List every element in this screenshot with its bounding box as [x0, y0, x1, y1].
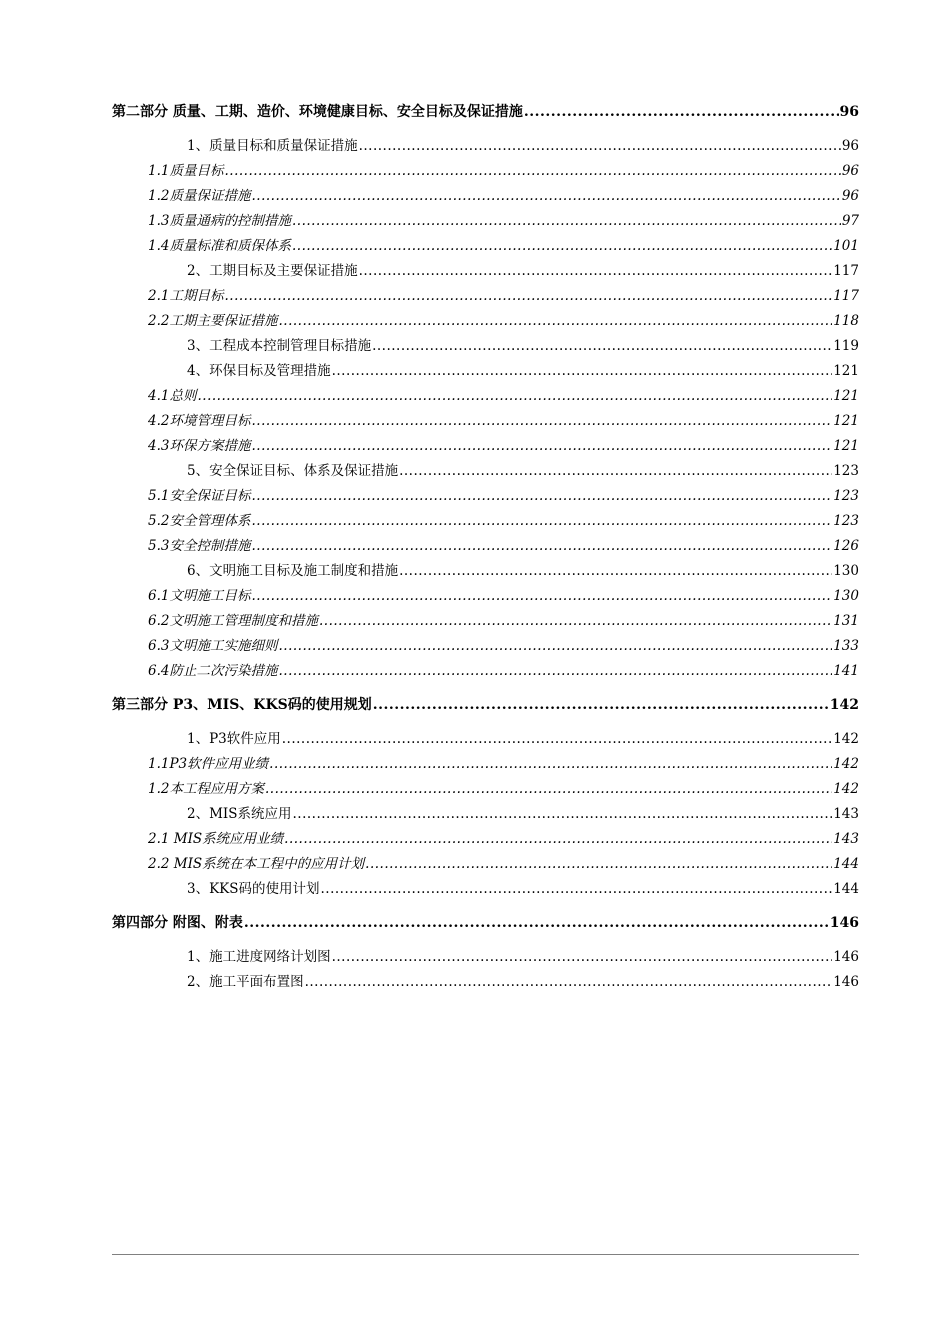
toc-title: 1.2质量保证措施 [148, 188, 251, 204]
toc-page: 142 [833, 731, 859, 747]
toc-page: 146 [833, 974, 859, 990]
leader-dots [284, 827, 832, 852]
toc-subsection-entry[interactable] [112, 659, 859, 684]
toc-part-heading[interactable] [112, 911, 859, 936]
leader-dots [372, 334, 832, 359]
leader-dots [365, 852, 832, 877]
leader-dots [305, 970, 833, 995]
toc-section-entry[interactable] [112, 259, 859, 284]
toc-section-entry[interactable] [112, 559, 859, 584]
toc-title: 3、KKS码的使用计划 [187, 881, 320, 897]
toc-page: 130 [833, 563, 859, 579]
leader-dots [292, 209, 841, 234]
toc-title: 6.4防止二次污染措施 [148, 663, 278, 679]
toc-subsection-entry[interactable] [112, 534, 859, 559]
toc-part-heading[interactable] [112, 693, 859, 718]
toc-title: 1、施工进度网络计划图 [187, 949, 331, 965]
leader-dots [524, 100, 839, 125]
table-of-contents [112, 100, 859, 995]
leader-dots [251, 584, 832, 609]
toc-subsection-entry[interactable] [112, 509, 859, 534]
toc-title: 1.2本工程应用方案 [148, 781, 264, 797]
toc-page: 121 [833, 363, 859, 379]
leader-dots [399, 559, 832, 584]
toc-page: 144 [833, 856, 859, 872]
toc-title: 4、环保目标及管理措施 [187, 363, 331, 379]
leader-dots [197, 384, 832, 409]
toc-page: 96 [841, 188, 859, 204]
toc-section-entry[interactable] [112, 459, 859, 484]
leader-dots [244, 911, 829, 936]
toc-section-entry[interactable] [112, 727, 859, 752]
toc-title: 6.1文明施工目标 [148, 588, 251, 604]
toc-subsection-entry[interactable] [112, 852, 859, 877]
toc-title: 第三部分 P3、MIS、KKS码的使用规划 [112, 697, 372, 713]
leader-dots [269, 752, 832, 777]
footer-rule [112, 1254, 859, 1255]
toc-title: 6.3文明施工实施细则 [148, 638, 278, 654]
toc-page: 119 [833, 338, 859, 354]
toc-subsection-entry[interactable] [112, 827, 859, 852]
toc-page: 123 [833, 488, 859, 504]
toc-subsection-entry[interactable] [112, 752, 859, 777]
toc-title: 第二部分 质量、工期、造价、环境健康目标、安全目标及保证措施 [112, 104, 523, 120]
toc-subsection-entry[interactable] [112, 609, 859, 634]
toc-subsection-entry[interactable] [112, 284, 859, 309]
toc-title: 2、工期目标及主要保证措施 [187, 263, 358, 279]
toc-title: 1.1质量目标 [148, 163, 224, 179]
toc-page: 126 [833, 538, 859, 554]
toc-section-entry[interactable] [112, 134, 859, 159]
toc-page: 142 [829, 697, 859, 713]
toc-title: 3、工程成本控制管理目标措施 [187, 338, 372, 354]
toc-page: 118 [833, 313, 859, 329]
leader-dots [359, 134, 841, 159]
toc-title: 1.4质量标准和质保体系 [148, 238, 291, 254]
toc-page: 146 [829, 915, 859, 931]
toc-subsection-entry[interactable] [112, 777, 859, 802]
toc-section-entry[interactable] [112, 877, 859, 902]
leader-dots [251, 509, 832, 534]
toc-page: 133 [833, 638, 859, 654]
toc-title: 5.2安全管理体系 [148, 513, 251, 529]
leader-dots [251, 484, 832, 509]
toc-page: 144 [833, 881, 859, 897]
leader-dots [265, 777, 832, 802]
toc-title: 2.1 MIS系统应用业绩 [148, 831, 284, 847]
toc-subsection-entry[interactable] [112, 384, 859, 409]
leader-dots [292, 234, 832, 259]
leader-dots [251, 534, 832, 559]
leader-dots [359, 259, 833, 284]
toc-subsection-entry[interactable] [112, 484, 859, 509]
leader-dots [332, 945, 833, 970]
toc-title: 5、安全保证目标、体系及保证措施 [187, 463, 399, 479]
leader-dots [278, 659, 832, 684]
toc-page: 146 [833, 949, 859, 965]
leader-dots [321, 877, 833, 902]
toc-page: 141 [833, 663, 859, 679]
leader-dots [251, 184, 840, 209]
toc-title: 6、文明施工目标及施工制度和措施 [187, 563, 399, 579]
toc-title: 4.1总则 [148, 388, 197, 404]
toc-subsection-entry[interactable] [112, 309, 859, 334]
toc-section-entry[interactable] [112, 802, 859, 827]
toc-title: 5.1安全保证目标 [148, 488, 251, 504]
leader-dots [278, 634, 832, 659]
toc-title: 2、施工平面布置图 [187, 974, 304, 990]
toc-title: 2.2工期主要保证措施 [148, 313, 278, 329]
toc-title: 1、P3软件应用 [187, 731, 281, 747]
toc-subsection-entry[interactable] [112, 409, 859, 434]
toc-page: 123 [833, 513, 859, 529]
leader-dots [251, 409, 832, 434]
toc-subsection-entry[interactable] [112, 634, 859, 659]
leader-dots [224, 284, 832, 309]
toc-title: 2.1工期目标 [148, 288, 224, 304]
toc-title: 第四部分 附图、附表 [112, 915, 243, 931]
toc-page: 96 [841, 163, 859, 179]
toc-page: 96 [841, 138, 859, 154]
toc-section-entry[interactable] [112, 359, 859, 384]
toc-page: 131 [833, 613, 859, 629]
toc-title: 4.2环境管理目标 [148, 413, 251, 429]
toc-title: 1.3质量通病的控制措施 [148, 213, 291, 229]
toc-title: 6.2文明施工管理制度和措施 [148, 613, 318, 629]
toc-page: 117 [833, 263, 859, 279]
toc-page: 96 [839, 104, 859, 120]
toc-title: 5.3安全控制措施 [148, 538, 251, 554]
toc-page: 143 [833, 806, 859, 822]
toc-title: 1、质量目标和质量保证措施 [187, 138, 358, 154]
leader-dots [224, 159, 840, 184]
leader-dots [278, 309, 832, 334]
toc-page: 121 [833, 388, 859, 404]
toc-page: 143 [833, 831, 859, 847]
leader-dots [332, 359, 833, 384]
toc-page: 123 [833, 463, 859, 479]
leader-dots [282, 727, 832, 752]
toc-page: 142 [833, 781, 859, 797]
toc-page: 130 [833, 588, 859, 604]
leader-dots [373, 693, 829, 718]
toc-section-entry[interactable] [112, 945, 859, 970]
toc-title: 4.3环保方案措施 [148, 438, 251, 454]
toc-page: 142 [833, 756, 859, 772]
toc-title: 1.1P3软件应用业绩 [148, 756, 269, 772]
toc-title: 2、MIS系统应用 [187, 806, 292, 822]
toc-subsection-entry[interactable] [112, 434, 859, 459]
toc-page: 97 [841, 213, 859, 229]
toc-page: 101 [833, 238, 859, 254]
toc-page: 117 [833, 288, 859, 304]
toc-part-heading[interactable] [112, 100, 859, 125]
toc-subsection-entry[interactable] [112, 209, 859, 234]
toc-page: 121 [833, 413, 859, 429]
toc-subsection-entry[interactable] [112, 184, 859, 209]
leader-dots [319, 609, 832, 634]
toc-title: 2.2 MIS系统在本工程中的应用计划 [148, 856, 365, 872]
leader-dots [399, 459, 832, 484]
toc-section-entry[interactable] [112, 970, 859, 995]
toc-page: 121 [833, 438, 859, 454]
toc-subsection-entry[interactable] [112, 234, 859, 259]
toc-section-entry[interactable] [112, 334, 859, 359]
leader-dots [293, 802, 833, 827]
leader-dots [251, 434, 832, 459]
toc-subsection-entry[interactable] [112, 159, 859, 184]
toc-subsection-entry[interactable] [112, 584, 859, 609]
